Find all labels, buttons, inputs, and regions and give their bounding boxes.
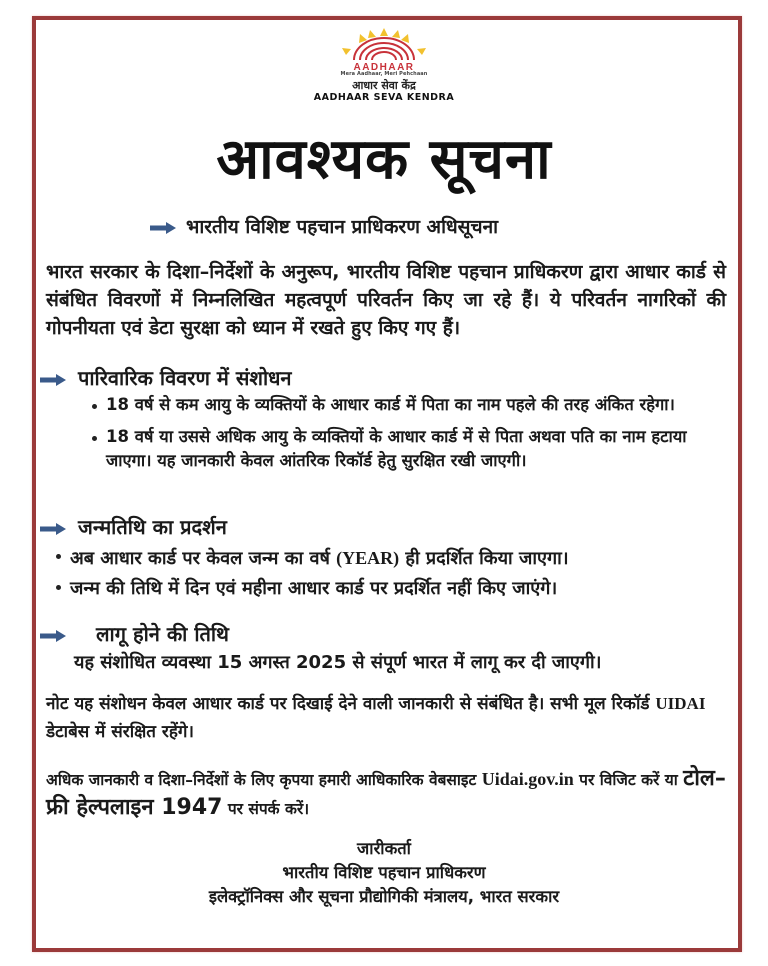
svg-text:AADHAAR: AADHAAR (353, 62, 415, 72)
note-text: नोट यह संशोधन केवल आधार कार्ड पर दिखाई देने वाली जानकारी से संबंधित है। सभी मूल रिकॉर्ड (46, 694, 656, 714)
website-link[interactable]: Uidai.gov.in (481, 769, 574, 789)
arrow-right-icon (150, 222, 176, 234)
note-paragraph (46, 690, 726, 746)
effective-date-text: यह संशोधित व्यवस्था 15 अगस्त 2025 से संपूर्ण भारत में लागू कर दी जाएगी। (74, 652, 602, 673)
dob-bullet-list (54, 543, 724, 604)
issuer-org: भारतीय विशिष्ट पहचान प्राधिकरण (282, 863, 486, 882)
info-text: पर विजिट करें या (573, 771, 684, 789)
issuer-ministry: इलेक्ट्रॉनिक्स और सूचना प्रौद्योगिकी मंत्रालय, भारत सरकार (208, 887, 560, 906)
arrow-right-icon (40, 374, 66, 386)
aadhaar-logo-icon (324, 26, 444, 72)
bullet-text: अब आधार कार्ड पर केवल जन्म का वर्ष (70, 548, 337, 569)
list-item: जन्म की तिथि में दिन एवं महीना आधार कार्ड पर प्रदर्शित नहीं किए जाएंगे। (54, 574, 724, 604)
info-paragraph (46, 765, 726, 823)
page-title: आवश्यक सूचना (216, 127, 552, 192)
year-label: (YEAR) (336, 548, 400, 568)
note-text: डेटाबेस में संरक्षित रहेंगे। (46, 722, 194, 742)
bullet-text: ही प्रदर्शित किया जाएगा। (399, 548, 569, 569)
issuer-block (0, 837, 768, 909)
section-heading-dob (40, 514, 227, 540)
list-item (54, 543, 724, 574)
family-bullet-list (90, 393, 718, 481)
logo-name-english: AADHAAR SEVA KENDRA (313, 92, 455, 103)
section-heading-text: पारिवारिक विवरण में संशोधन (78, 366, 292, 390)
section-heading-family (40, 365, 292, 391)
list-item: 18 वर्ष से कम आयु के व्यक्तियों के आधार कार्ड में पिता का नाम पहले की तरह अंकित रहेगा। (90, 393, 718, 417)
uidai-label: UIDAI (655, 694, 706, 713)
info-text: अधिक जानकारी व दिशा–निर्देशों के लिए कृपया हमारी आधिकारिक वेबसाइट (46, 771, 482, 789)
helpline-number: टोल–फ्री हेल्पलाइन 1947 (46, 766, 726, 820)
logo-name-hindi: आधार सेवा केंद्र (352, 79, 416, 92)
section-heading-text: लागू होने की तिथि (96, 622, 229, 646)
subtitle-text: भारतीय विशिष्ट पहचान प्राधिकरण अधिसूचना (186, 216, 499, 238)
section-heading-effective (40, 621, 229, 647)
arrow-right-icon (40, 630, 66, 642)
issuer-label: जारीकर्ता (357, 839, 411, 858)
list-item: 18 वर्ष या उससे अधिक आयु के व्यक्तियों के आधार कार्ड में से पिता अथवा पति का नाम हटाया जाएगा। यह जानकारी केवल आंतरिक रिकॉर्ड हेतु सुरक्षित रखी जाएगी। (90, 425, 718, 473)
aadhaar-seva-kendra-logo (296, 26, 472, 104)
arrow-right-icon (40, 523, 66, 535)
subtitle (150, 215, 498, 239)
logo-tagline: Mera Aadhaar, Meri Pehchaan (340, 71, 428, 77)
section-heading-text: जन्मतिथि का प्रदर्शन (78, 515, 227, 539)
info-text: पर संपर्क करें। (222, 800, 310, 818)
intro-paragraph: भारत सरकार के दिशा–निर्देशों के अनुरूप, भारतीय विशिष्ट पहचान प्राधिकरण द्वारा आधार कार्ड से संबंधित विवरणों में निम्नलिखित महत्वपूर्ण परिवर्तन किए जा रहे हैं। ये परिवर्तन नागरिकों की गोपनीयता एवं डेटा सुरक्षा को ध्यान में रखते हुए किए गए हैं। (46, 261, 726, 339)
